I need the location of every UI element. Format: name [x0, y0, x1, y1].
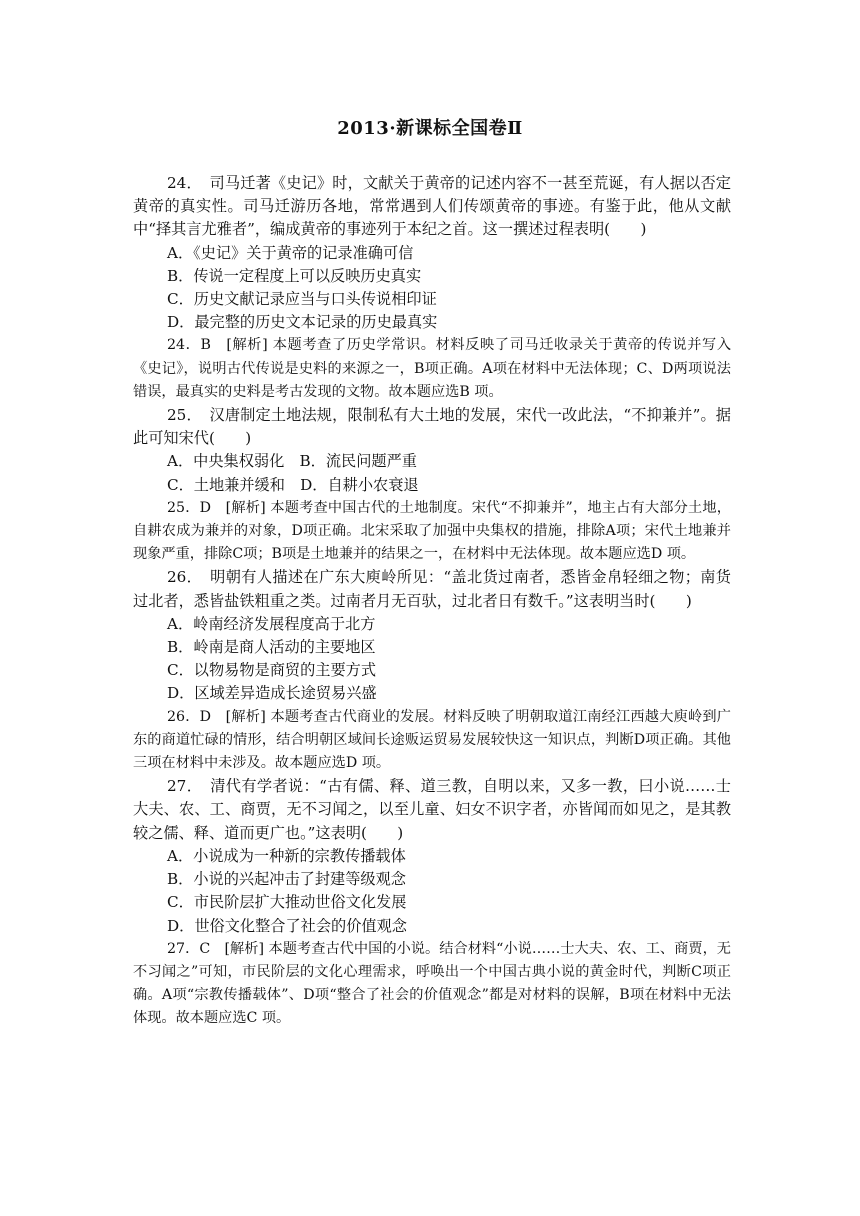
question-26-option-a: A．岭南经济发展程度高于北方	[167, 614, 376, 633]
question-27-option-a: A．小说成为一种新的宗教传播载体	[167, 846, 406, 865]
analysis-text: 本题考查中国古代的土地制度。宋代“不抑兼并”，地主占有大部分土地，自耕农成为兼并的对象，D项正确。北宋采取了加强中央集权的措施，排除A项；宋代土地兼并现象严重，排除C项；B项是土地兼并的结果之一，在材料中无法体现。故本题应选D 项。	[133, 499, 731, 563]
question-25-answer	[133, 497, 731, 567]
question-content	[133, 172, 731, 1031]
question-26-stem: 26． 明朝有人描述在广东大庾岭所见：“盖北货过南者，悉皆金帛轻细之物；南货过北者，悉皆盐铁粗重之类。过南者月无百驮，过北者日有数千。”这表明当时( )	[133, 568, 731, 610]
analysis-text: 本题考查了历史学常识。材料反映了司马迁收录关于黄帝的传说并写入《史记》，说明古代传说是史料的来源之一，B项正确。A项在材料中无法体现；C、D两项说法错误，最真实的史料是考古发现的文物。故本题应选B 项。	[133, 337, 732, 400]
analysis-tag: [解析]	[226, 337, 268, 354]
question-26-option-b: B．岭南是商人活动的主要地区	[167, 638, 376, 657]
answer-label: 27．C	[167, 940, 225, 957]
analysis-tag: [解析]	[225, 499, 266, 516]
analysis-tag: [解析]	[224, 940, 264, 957]
answer-label: 26．D	[167, 708, 226, 725]
question-26-option-d: D．区域差异造成长途贸易兴盛	[167, 684, 377, 703]
question-25-stem: 25． 汉唐制定土地法规，限制私有大土地的发展，宋代一改此法，“不抑兼并”。据此可知宋代( )	[133, 406, 731, 448]
question-24-option-d: D．最完整的历史文本记录的历史最真实	[167, 313, 438, 332]
question-24-answer	[133, 334, 731, 404]
question-27-answer	[133, 938, 731, 1031]
question-27-stem: 27． 清代有学者说：“古有儒、释、道三教，自明以来，又多一教，曰小说……士大夫、农、工、商贾，无不习闻之，以至儿童、妇女不识字者，亦皆闻而如见之，是其教较之儒、释、道而更广也。”这表明( )	[133, 777, 731, 842]
question-27-option-c: C．市民阶层扩大推动世俗文化发展	[167, 893, 407, 912]
question-27-option-b: B．小说的兴起冲击了封建等级观念	[167, 870, 406, 889]
analysis-text: 本题考查古代商业的发展。材料反映了明朝取道江南经江西越大庾岭到广东的商道忙碌的情形，结合明朝区域间长途贩运贸易发展较快这一知识点，判断D项正确。其他三项在材料中未涉及。故本题应选D 项。	[133, 708, 731, 772]
analysis-text: 本题考查古代中国的小说。结合材料“小说……士大夫、农、工、商贾，无不习闻之”可知，市民阶层的文化心理需求，呼唤出一个中国古典小说的黄金时代，判断C项正确。A项“宗教传播载体”、D项“整合了社会的价值观念”都是对材料的误解，B项在材料中无法体现。故本题应选C 项。	[133, 940, 731, 1027]
question-25-options-ab: A．中央集权弱化 B．流民问题严重	[167, 452, 417, 471]
answer-label: 25．D	[167, 499, 226, 516]
question-24-stem: 24． 司马迁著《史记》时，文献关于黄帝的记述内容不一甚至荒诞，有人据以否定黄帝的真实性。司马迁游历各地，常常遇到人们传颂黄帝的事迹。有鉴于此，他从文献中“择其言尤雅者”，编成黄帝的事迹列于本纪之首。这一撰述过程表明( )	[133, 174, 731, 239]
question-24-option-b: B．传说一定程度上可以反映历史真实	[167, 266, 422, 285]
question-24-option-a: A．《史记》关于黄帝的记录准确可信	[167, 243, 414, 262]
answer-label: 24．B	[167, 337, 227, 354]
question-27-option-d: D．世俗文化整合了社会的价值观念	[167, 916, 407, 935]
question-25-options-cd: C．土地兼并缓和 D．自耕小农衰退	[167, 475, 419, 494]
question-26-answer	[133, 706, 731, 776]
analysis-tag: [解析]	[225, 708, 266, 725]
page-title: 2013·新课标全国卷Ⅱ	[337, 118, 523, 139]
question-24-option-c: C．历史文献记录应当与口头传说相印证	[167, 290, 437, 309]
question-26-option-c: C．以物易物是商贸的主要方式	[167, 661, 377, 680]
